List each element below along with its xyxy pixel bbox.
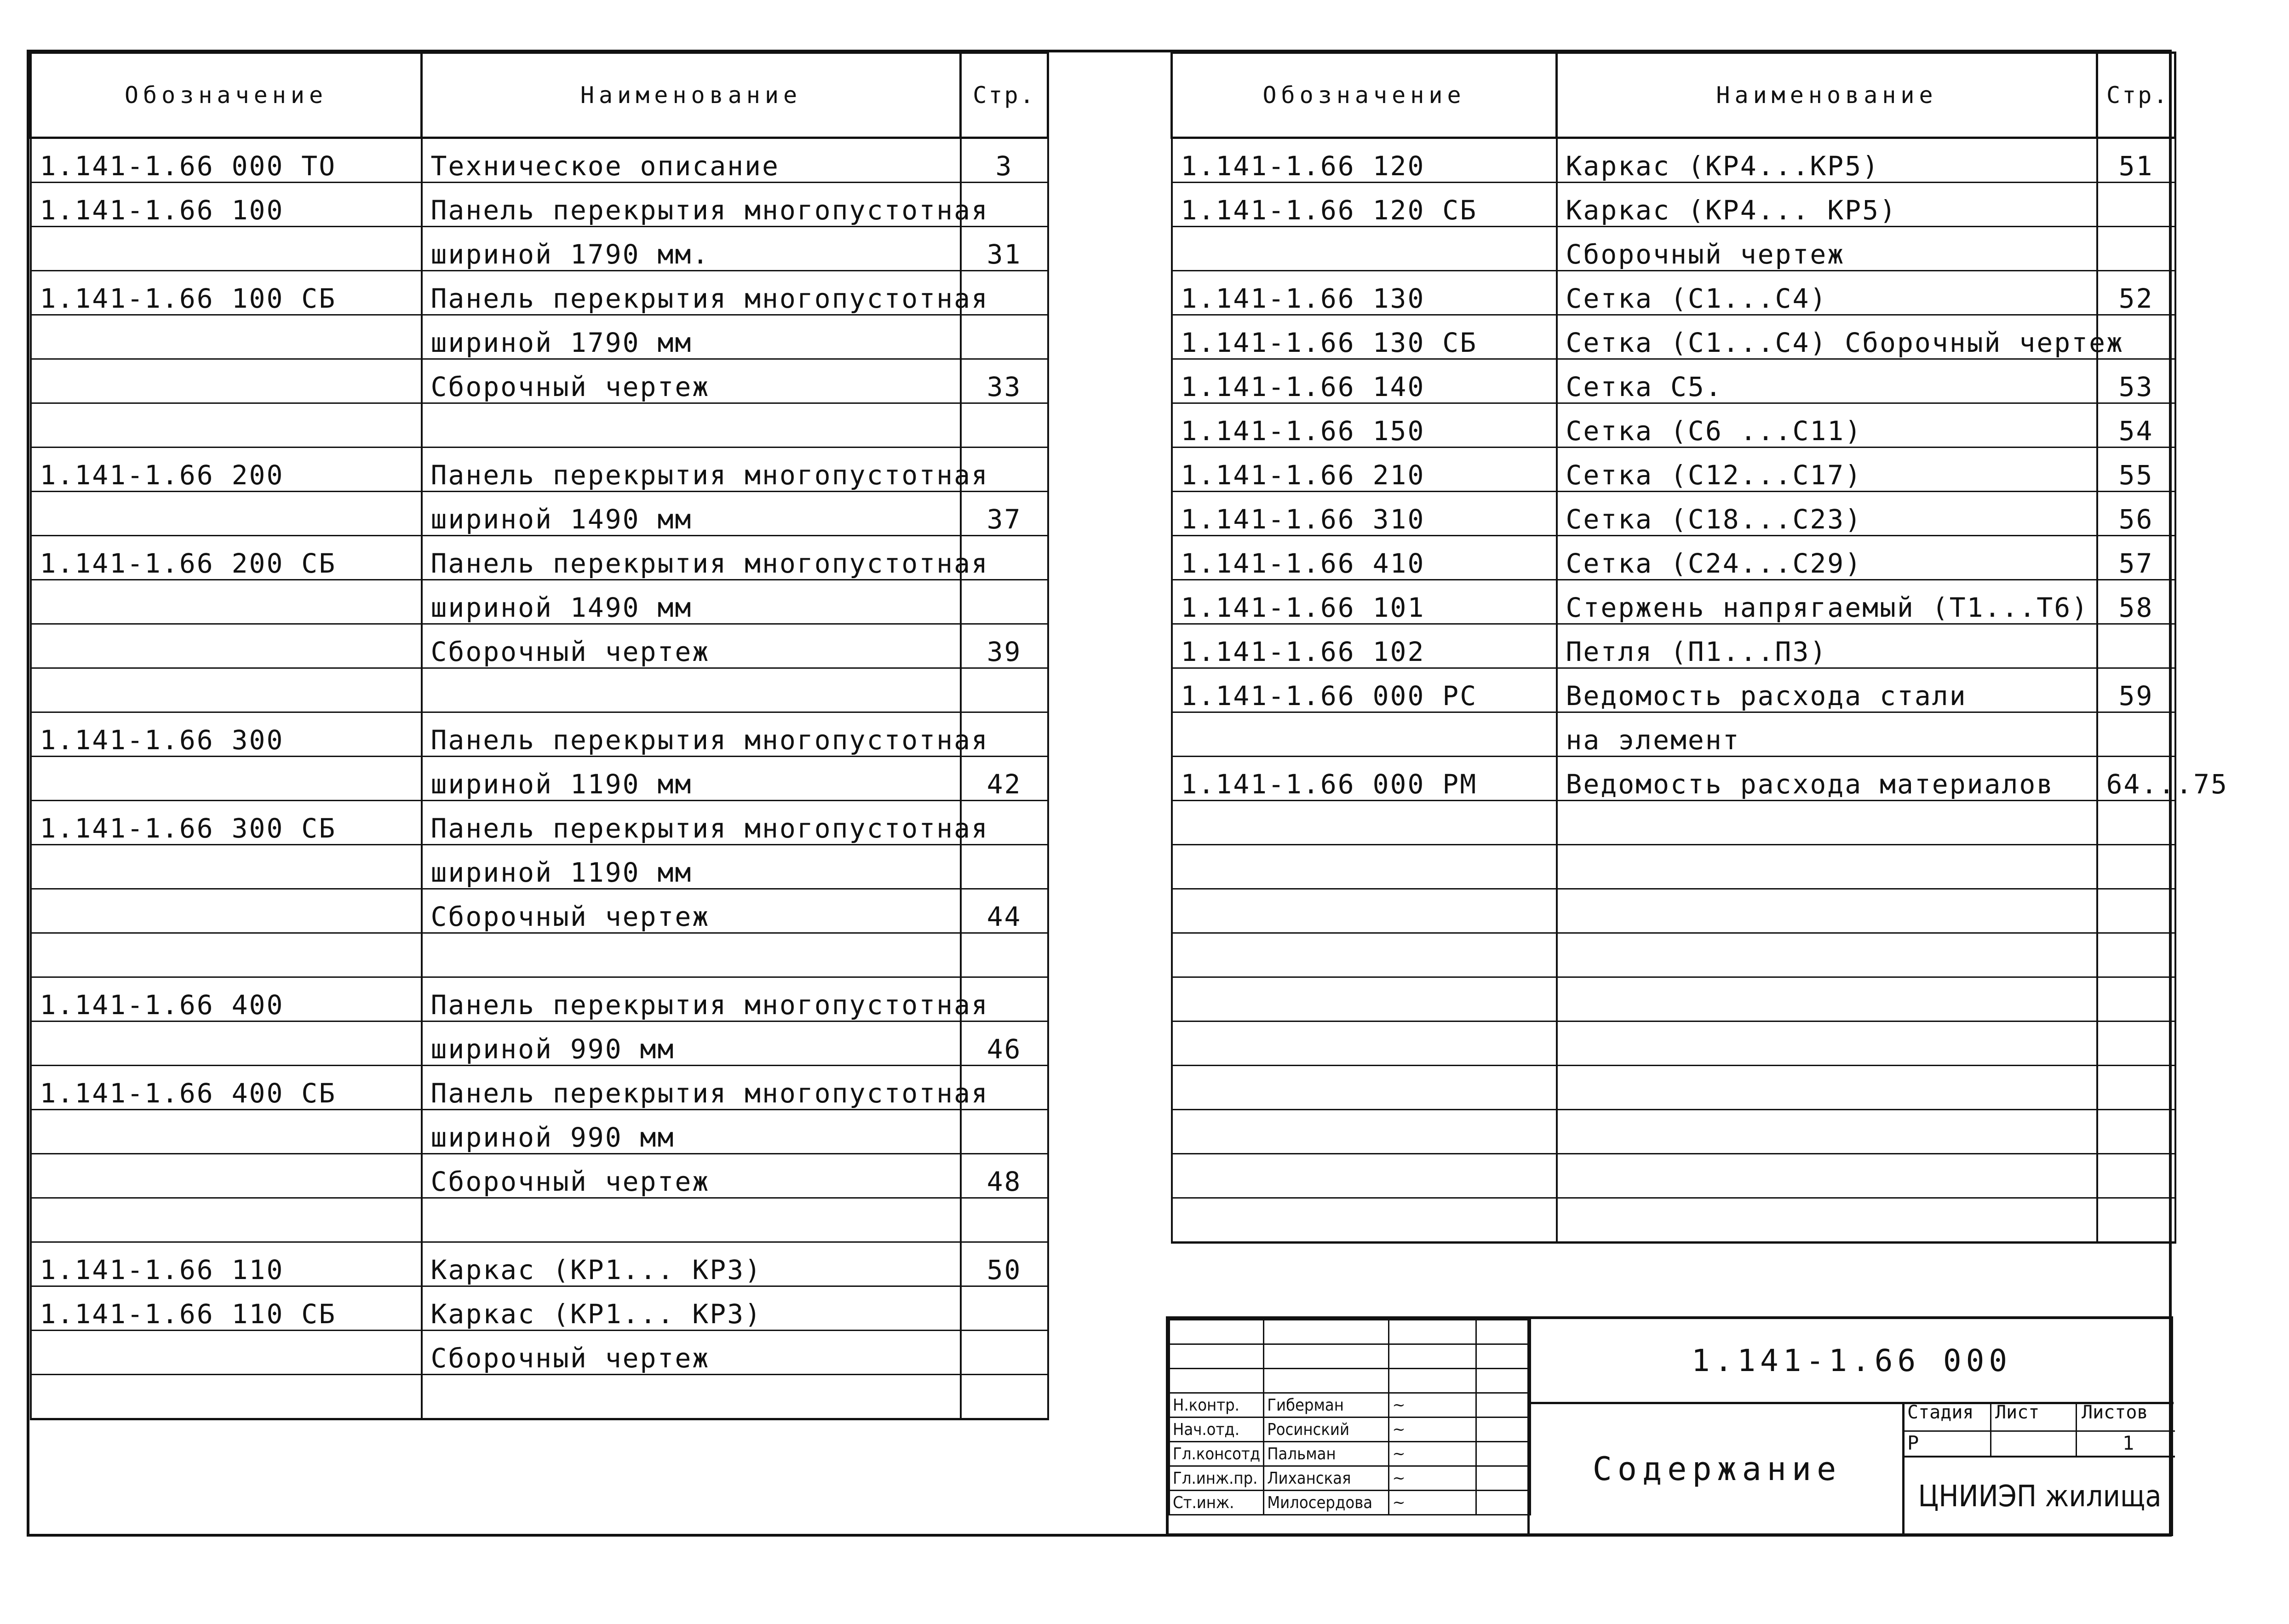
table-row: [31, 624, 1048, 668]
page-cell: [2097, 1021, 2175, 1066]
page-cell: [961, 1375, 1048, 1419]
page-cell: [2097, 889, 2175, 933]
designation-cell: [31, 403, 422, 448]
signature-row: [1170, 1491, 1531, 1515]
signature-date: [1476, 1442, 1531, 1466]
designation-cell: 1.141-1.66 310: [1172, 492, 1557, 536]
page-cell: 44: [961, 889, 1048, 933]
table-row: [1172, 889, 2175, 933]
name-cell: Панель перекрытия многопустотная: [422, 1066, 961, 1110]
table-row: [31, 359, 1048, 403]
stage-header: [1905, 1402, 2175, 1432]
signature-date: [1476, 1393, 1531, 1417]
page-cell: 57: [2097, 536, 2175, 580]
designation-cell: 1.141-1.66 000 РС: [1172, 668, 1557, 712]
designation-cell: 1.141-1.66 110: [31, 1242, 422, 1286]
designation-cell: 1.141-1.66 400: [31, 977, 422, 1021]
signature-row: [1170, 1442, 1531, 1466]
stage-label: Стадия: [1905, 1402, 1991, 1430]
signature-role: Гл.консотд: [1170, 1442, 1264, 1466]
table-row: [1172, 183, 2175, 227]
table-row: [31, 1331, 1048, 1375]
table-row: [1172, 1066, 2175, 1110]
name-cell: Каркас (КР4...КР5): [1557, 138, 2097, 183]
name-cell: [422, 933, 961, 977]
name-cell: Петля (П1...П3): [1557, 624, 2097, 668]
designation-cell: 1.141-1.66 410: [1172, 536, 1557, 580]
table-row: [1172, 668, 2175, 712]
signature-name: Гиберман: [1264, 1393, 1389, 1417]
table-row: [31, 227, 1048, 271]
table-row: [31, 536, 1048, 580]
name-cell: [1557, 977, 2097, 1021]
table-row: [1172, 1021, 2175, 1066]
name-cell: [1557, 1110, 2097, 1154]
contents-table-right: [1170, 52, 2228, 1244]
name-cell: Сборочный чертеж: [422, 359, 961, 403]
designation-cell: [31, 1375, 422, 1419]
designation-cell: 1.141-1.66 130 СБ: [1172, 315, 1557, 359]
designation-cell: [1172, 712, 1557, 757]
stage-info: [1902, 1402, 2175, 1536]
table-row: [1172, 845, 2175, 889]
document-title: Содержание: [1527, 1402, 1905, 1536]
designation-cell: [1172, 889, 1557, 933]
name-cell: [422, 1198, 961, 1242]
sheets-value: 1: [2122, 1432, 2134, 1454]
designation-cell: 1.141-1.66 150: [1172, 403, 1557, 448]
signature-role: Нач.отд.: [1170, 1417, 1264, 1442]
name-cell: Сборочный чертеж: [422, 1331, 961, 1375]
signature-mark: ~: [1389, 1417, 1476, 1442]
table-row: [1172, 138, 2175, 183]
designation-cell: [31, 624, 422, 668]
designation-cell: 1.141-1.66 120: [1172, 138, 1557, 183]
designation-cell: 1.141-1.66 140: [1172, 359, 1557, 403]
page-cell: 48: [961, 1154, 1048, 1198]
stage-values: [1905, 1432, 2175, 1458]
page-cell: 39: [961, 624, 1048, 668]
name-cell: Сетка (С1...С4): [1557, 271, 2097, 315]
table-row: [1172, 757, 2175, 801]
right-table-body: [1172, 138, 2228, 1243]
designation-cell: 1.141-1.66 300: [31, 712, 422, 757]
page-cell: 64...75: [2097, 757, 2175, 801]
name-cell: Панель перекрытия многопустотная: [422, 448, 961, 492]
name-cell: Панель перекрытия многопустотная: [422, 801, 961, 845]
designation-cell: [31, 1154, 422, 1198]
left-table-body: [31, 138, 1048, 1419]
name-cell: шириной 1190 мм: [422, 757, 961, 801]
signature-row: [1170, 1417, 1531, 1442]
table-row: [1172, 1154, 2175, 1198]
table-row: [1172, 492, 2175, 536]
signature-name: Милосердова: [1264, 1491, 1389, 1515]
header-page: Стр.: [961, 53, 1048, 138]
header-designation: Обозначение: [31, 53, 422, 138]
page-cell: [961, 1331, 1048, 1375]
title-block: [1166, 1316, 2173, 1536]
designation-cell: [31, 1110, 422, 1154]
designation-cell: [31, 492, 422, 536]
name-cell: Каркас (КР1... КР3): [422, 1242, 961, 1286]
table-row: [31, 315, 1048, 359]
signature-role: Гл.инж.пр.: [1170, 1466, 1264, 1491]
designation-cell: [31, 580, 422, 624]
page-cell: [961, 1286, 1048, 1331]
stage-value: Р: [1905, 1432, 1991, 1456]
page-cell: [2097, 624, 2175, 668]
table-row: [31, 1198, 1048, 1242]
table-row: [1172, 271, 2175, 315]
designation-cell: 1.141-1.66 102: [1172, 624, 1557, 668]
organization: ЦНИИЭП жилища: [1918, 1480, 2162, 1514]
header-name: Наименование: [422, 53, 961, 138]
name-cell: Панель перекрытия многопустотная: [422, 183, 961, 227]
designation-cell: [1172, 1066, 1557, 1110]
name-cell: шириной 1790 мм.: [422, 227, 961, 271]
designation-cell: 1.141-1.66 130: [1172, 271, 1557, 315]
signature-role: Н.контр.: [1170, 1393, 1264, 1417]
signature-row: [1170, 1393, 1531, 1417]
name-cell: [422, 1375, 961, 1419]
designation-cell: 1.141-1.66 000 РМ: [1172, 757, 1557, 801]
name-cell: Стержень напрягаемый (Т1...Т6): [1557, 580, 2097, 624]
table-row: [31, 933, 1048, 977]
signature-date: [1476, 1491, 1531, 1515]
table-row: [1172, 448, 2175, 492]
name-cell: Сборочный чертеж: [422, 624, 961, 668]
page-cell: 53: [2097, 359, 2175, 403]
signature-name: Лиханская: [1264, 1466, 1389, 1491]
page-cell: [2097, 977, 2175, 1021]
designation-cell: [1172, 1154, 1557, 1198]
page-cell: 50: [961, 1242, 1048, 1286]
table-row: [31, 1021, 1048, 1066]
table-row: [1172, 403, 2175, 448]
designation-cell: [1172, 977, 1557, 1021]
table-row: [31, 1286, 1048, 1331]
name-cell: Сборочный чертеж: [422, 1154, 961, 1198]
designation-cell: 1.141-1.66 200 СБ: [31, 536, 422, 580]
page-cell: [961, 1110, 1048, 1154]
designation-cell: 1.141-1.66 100: [31, 183, 422, 227]
signature-row: [1170, 1466, 1531, 1491]
name-cell: [1557, 801, 2097, 845]
page-cell: [2097, 801, 2175, 845]
table-row: [31, 138, 1048, 183]
designation-cell: [1172, 227, 1557, 271]
name-cell: Сетка (С12...С17): [1557, 448, 2097, 492]
page-cell: [961, 1198, 1048, 1242]
page-cell: [2097, 227, 2175, 271]
name-cell: [1557, 1198, 2097, 1243]
designation-cell: [31, 227, 422, 271]
designation-cell: [1172, 801, 1557, 845]
designation-cell: [31, 668, 422, 712]
designation-cell: 1.141-1.66 101: [1172, 580, 1557, 624]
name-cell: шириной 990 мм: [422, 1021, 961, 1066]
name-cell: шириной 990 мм: [422, 1110, 961, 1154]
page-cell: [2097, 845, 2175, 889]
page-cell: [2097, 933, 2175, 977]
table-row: [1172, 712, 2175, 757]
page-cell: [2097, 183, 2175, 227]
table-row: [31, 977, 1048, 1021]
table-row: [1172, 536, 2175, 580]
signature-rows: [1170, 1393, 1531, 1515]
table-row: [1172, 227, 2175, 271]
table-row: [31, 580, 1048, 624]
table-row: [31, 492, 1048, 536]
signature-table: [1169, 1319, 1531, 1515]
designation-cell: [31, 315, 422, 359]
designation-cell: [31, 359, 422, 403]
table-row: [31, 448, 1048, 492]
name-cell: Сетка С5.: [1557, 359, 2097, 403]
name-cell: [1557, 1021, 2097, 1066]
page-cell: [2097, 1066, 2175, 1110]
page-cell: [961, 403, 1048, 448]
name-cell: Сетка (С24...С29): [1557, 536, 2097, 580]
name-cell: Каркас (КР4... КР5): [1557, 183, 2097, 227]
table-row: [31, 1375, 1048, 1419]
page-cell: 52: [2097, 271, 2175, 315]
page-cell: [961, 668, 1048, 712]
page-cell: 51: [2097, 138, 2175, 183]
page-cell: 59: [2097, 668, 2175, 712]
page-cell: 54: [2097, 403, 2175, 448]
signature-mark: ~: [1389, 1491, 1476, 1515]
name-cell: Панель перекрытия многопустотная: [422, 977, 961, 1021]
table-row: [31, 1154, 1048, 1198]
signature-date: [1476, 1417, 1531, 1442]
designation-cell: 1.141-1.66 000 ТО: [31, 138, 422, 183]
designation-cell: 1.141-1.66 300 СБ: [31, 801, 422, 845]
header-name: Наименование: [1557, 53, 2097, 138]
table-row: [1172, 933, 2175, 977]
name-cell: Панель перекрытия многопустотная: [422, 271, 961, 315]
name-cell: шириной 1490 мм: [422, 492, 961, 536]
page-cell: [2097, 1198, 2175, 1243]
designation-cell: 1.141-1.66 200: [31, 448, 422, 492]
contents-table-left: [29, 52, 1049, 1420]
designation-cell: [31, 1198, 422, 1242]
page-cell: 55: [2097, 448, 2175, 492]
designation-cell: [31, 1331, 422, 1375]
table-row: [1172, 580, 2175, 624]
designation-cell: [1172, 845, 1557, 889]
designation-cell: 1.141-1.66 110 СБ: [31, 1286, 422, 1331]
name-cell: на элемент: [1557, 712, 2097, 757]
name-cell: Панель перекрытия многопустотная: [422, 536, 961, 580]
name-cell: Сетка (С1...С4) Сборочный чертеж: [1557, 315, 2097, 359]
designation-cell: [31, 1021, 422, 1066]
sheet-value: [1991, 1432, 2077, 1456]
signature-date: [1476, 1466, 1531, 1491]
name-cell: [1557, 933, 2097, 977]
signature-mark: ~: [1389, 1442, 1476, 1466]
page-cell: 46: [961, 1021, 1048, 1066]
table-row: [1172, 977, 2175, 1021]
table-row: [31, 712, 1048, 757]
designation-cell: [1172, 933, 1557, 977]
name-cell: Техническое описание: [422, 138, 961, 183]
designation-cell: 1.141-1.66 400 СБ: [31, 1066, 422, 1110]
name-cell: шириной 1790 мм: [422, 315, 961, 359]
page-cell: [961, 845, 1048, 889]
table-row: [31, 889, 1048, 933]
page-cell: [2097, 1154, 2175, 1198]
table-row: [31, 1242, 1048, 1286]
designation-cell: [1172, 1021, 1557, 1066]
page-cell: 58: [2097, 580, 2175, 624]
table-row: [31, 271, 1048, 315]
document-code: 1.141-1.66 000: [1527, 1319, 2174, 1404]
table-row: [31, 757, 1048, 801]
table-row: [1172, 1110, 2175, 1154]
header-designation: Обозначение: [1172, 53, 1557, 138]
table-row: [31, 801, 1048, 845]
name-cell: [422, 668, 961, 712]
table-row: [1172, 1198, 2175, 1243]
designation-cell: [1172, 1198, 1557, 1243]
page-cell: [961, 315, 1048, 359]
signature-mark: ~: [1389, 1393, 1476, 1417]
table-row: [31, 668, 1048, 712]
table-row: [1172, 801, 2175, 845]
name-cell: Панель перекрытия многопустотная: [422, 712, 961, 757]
designation-cell: [31, 757, 422, 801]
table-row: [31, 845, 1048, 889]
signature-mark: ~: [1389, 1466, 1476, 1491]
name-cell: [1557, 889, 2097, 933]
table-row: [1172, 315, 2175, 359]
page-cell: 37: [961, 492, 1048, 536]
designation-cell: 1.141-1.66 120 СБ: [1172, 183, 1557, 227]
designation-cell: [31, 889, 422, 933]
signature-name: Пальман: [1264, 1442, 1389, 1466]
designation-cell: 1.141-1.66 100 СБ: [31, 271, 422, 315]
name-cell: Каркас (КР1... КР3): [422, 1286, 961, 1331]
sheets-label: Листов: [2082, 1402, 2148, 1423]
name-cell: Сетка (С6 ...С11): [1557, 403, 2097, 448]
name-cell: Ведомость расхода материалов: [1557, 757, 2097, 801]
name-cell: Сетка (С18...С23): [1557, 492, 2097, 536]
table-row: [1172, 624, 2175, 668]
header-page: Стр.: [2097, 53, 2175, 138]
designation-cell: 1.141-1.66 210: [1172, 448, 1557, 492]
table-row: [31, 1066, 1048, 1110]
name-cell: Сборочный чертеж: [1557, 227, 2097, 271]
name-cell: Сборочный чертеж: [422, 889, 961, 933]
name-cell: Ведомость расхода стали: [1557, 668, 2097, 712]
page-cell: [2097, 1110, 2175, 1154]
page-cell: 56: [2097, 492, 2175, 536]
name-cell: [422, 403, 961, 448]
page-cell: 31: [961, 227, 1048, 271]
signature-role: Ст.инж.: [1170, 1491, 1264, 1515]
designation-cell: [31, 845, 422, 889]
name-cell: [1557, 845, 2097, 889]
name-cell: [1557, 1066, 2097, 1110]
page-cell: 33: [961, 359, 1048, 403]
table-row: [1172, 359, 2175, 403]
signature-name: Росинский: [1264, 1417, 1389, 1442]
name-cell: шириной 1490 мм: [422, 580, 961, 624]
table-row: [31, 1110, 1048, 1154]
table-row: [31, 183, 1048, 227]
designation-cell: [31, 933, 422, 977]
sheet-label: Лист: [1991, 1402, 2077, 1430]
designation-cell: [1172, 1110, 1557, 1154]
name-cell: шириной 1190 мм: [422, 845, 961, 889]
table-row: [31, 403, 1048, 448]
page-cell: [2097, 712, 2175, 757]
page-cell: [961, 933, 1048, 977]
name-cell: [1557, 1154, 2097, 1198]
page-cell: [961, 580, 1048, 624]
page-cell: 3: [961, 138, 1048, 183]
page-cell: 42: [961, 757, 1048, 801]
